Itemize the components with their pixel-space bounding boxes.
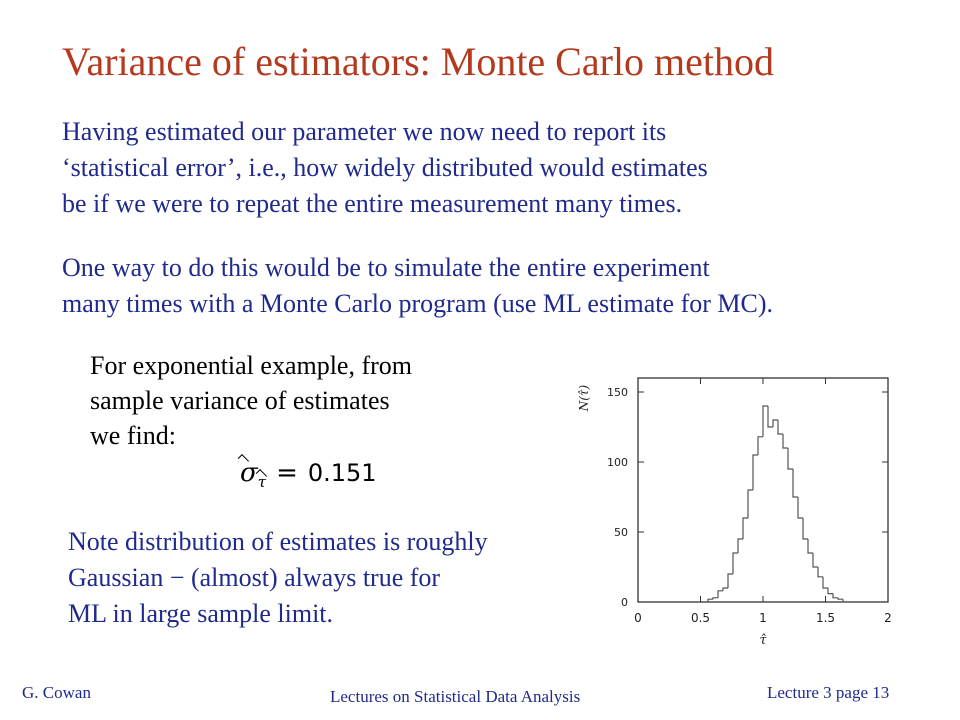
sigma-value: 0.151 bbox=[307, 459, 377, 487]
histogram-bin bbox=[793, 469, 798, 497]
paragraph-line: Note distribution of estimates is roughly bbox=[68, 527, 488, 556]
histogram-bin bbox=[783, 434, 788, 448]
x-tick-label: 2 bbox=[884, 611, 892, 625]
paragraph-line: ‘statistical error’, i.e., how widely distributed would estimates bbox=[62, 153, 708, 182]
x-tick-label: 0 bbox=[634, 611, 642, 625]
paragraph-line: Gaussian − (almost) always true for bbox=[68, 563, 441, 592]
footer-course: Lectures on Statistical Data Analysis bbox=[330, 687, 581, 706]
histogram-bin bbox=[838, 598, 843, 599]
y-tick-label: 100 bbox=[607, 456, 628, 469]
slide-title: Variance of estimators: Monte Carlo method bbox=[62, 39, 775, 84]
histogram-chart bbox=[570, 350, 910, 675]
paragraph-line: One way to do this would be to simulate the entire experiment bbox=[62, 253, 710, 282]
histogram-bin bbox=[808, 539, 813, 553]
histogram-bin bbox=[713, 598, 718, 599]
y-tick-label: 50 bbox=[614, 526, 628, 539]
histogram-bin bbox=[778, 420, 783, 434]
histogram-bin bbox=[753, 455, 758, 490]
x-axis-label: τ̂ bbox=[759, 633, 767, 648]
footer-page: Lecture 3 page 13 bbox=[767, 683, 890, 702]
paragraph-line: Having estimated our parameter we now need to report its bbox=[62, 117, 667, 146]
histogram-bin bbox=[833, 594, 838, 598]
histogram-bin bbox=[758, 437, 763, 455]
histogram-bin bbox=[803, 518, 808, 539]
histogram-bin bbox=[768, 406, 773, 427]
equals-sign: = bbox=[276, 458, 298, 488]
histogram-bin bbox=[723, 588, 728, 591]
histogram-bin bbox=[788, 448, 793, 469]
intro-paragraph bbox=[62, 114, 942, 222]
histogram-bin bbox=[818, 567, 823, 577]
histogram-bin bbox=[828, 588, 833, 594]
histogram-bin bbox=[823, 577, 828, 588]
sigma-formula bbox=[240, 458, 377, 491]
histogram-bin bbox=[738, 539, 743, 553]
paragraph-line: For exponential example, from bbox=[90, 351, 413, 380]
histogram-bin bbox=[718, 591, 723, 598]
x-tick-label: 0.5 bbox=[690, 611, 711, 625]
y-tick-label: 0 bbox=[621, 596, 628, 609]
x-tick-label: 1 bbox=[759, 611, 767, 625]
paragraph-line: sample variance of estimates bbox=[90, 386, 390, 415]
histogram-bin bbox=[743, 518, 748, 539]
footer-author: G. Cowan bbox=[22, 683, 91, 702]
paragraph-line: be if we were to repeat the entire measurement many times. bbox=[62, 189, 683, 218]
histogram-bin bbox=[798, 497, 803, 518]
paragraph-line: we find: bbox=[90, 421, 176, 450]
y-tick-label: 150 bbox=[607, 386, 628, 399]
histogram-bin bbox=[773, 420, 778, 427]
method-paragraph bbox=[62, 250, 952, 322]
histogram-bin bbox=[748, 490, 753, 518]
sigma-symbol: σ bbox=[240, 458, 258, 488]
histogram-bin bbox=[763, 406, 768, 437]
example-paragraph bbox=[90, 348, 510, 453]
note-paragraph bbox=[68, 524, 588, 632]
y-axis-label: N(τ̂) bbox=[577, 384, 591, 412]
paragraph-line: many times with a Monte Carlo program (use ML estimate for MC). bbox=[62, 289, 774, 318]
histogram-bin bbox=[733, 553, 738, 574]
histogram-bin bbox=[728, 574, 733, 588]
x-tick-label: 1.5 bbox=[815, 611, 836, 625]
paragraph-line: ML in large sample limit. bbox=[68, 599, 334, 628]
tau-subscript: τ bbox=[257, 473, 267, 492]
histogram-bin bbox=[813, 553, 818, 567]
